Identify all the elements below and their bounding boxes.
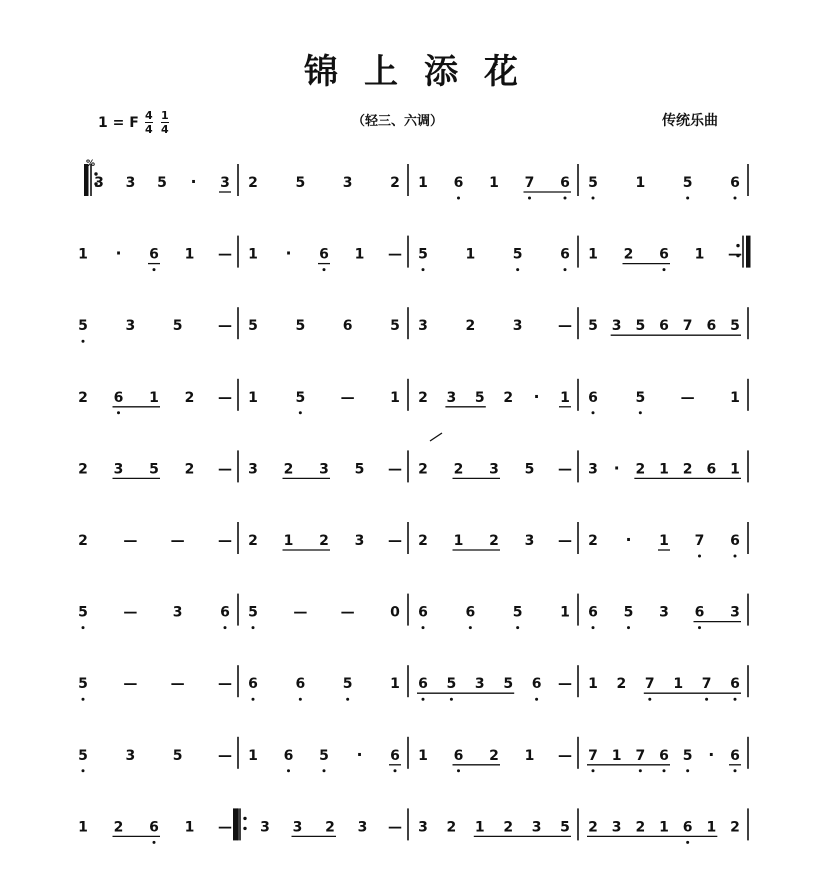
note: 2 [635, 461, 646, 478]
note: 1 [78, 819, 88, 836]
note: 3 [611, 318, 622, 335]
note: 1 [730, 461, 740, 478]
augmentation-dot: · [708, 744, 715, 764]
low-octave-dot [698, 555, 701, 558]
extension-dash: — [388, 461, 402, 478]
low-octave-dot [516, 626, 519, 629]
note: 3 [260, 819, 270, 836]
repeat-dots [243, 827, 246, 830]
note: 2 [489, 533, 499, 549]
low-octave-dot [564, 197, 567, 200]
low-octave-dot [516, 268, 519, 271]
low-octave-dot [422, 626, 425, 629]
extension-dash: — [558, 533, 572, 549]
note: 3 [172, 604, 183, 621]
repeat-start-bar [233, 808, 238, 840]
low-octave-dot [564, 268, 567, 271]
low-octave-dot [450, 698, 453, 701]
note: 2 [503, 819, 514, 836]
extension-dash: — [123, 533, 138, 549]
note: 7 [644, 676, 655, 693]
extension-dash: — [218, 747, 232, 764]
note: 2 [503, 389, 514, 406]
note: 5 [446, 676, 457, 693]
note: 3 [474, 676, 485, 693]
low-octave-dot [686, 769, 689, 772]
low-octave-dot [224, 626, 227, 629]
low-octave-dot [648, 698, 651, 701]
note: 2 [446, 819, 457, 836]
note: 5 [295, 318, 306, 335]
low-octave-dot [686, 197, 689, 200]
note: 1 [465, 246, 476, 263]
note: 7 [694, 533, 705, 549]
low-octave-dot [153, 268, 156, 271]
fermata-mark: % [86, 159, 96, 169]
note: 2 [184, 389, 195, 406]
note: 1 [524, 747, 535, 764]
low-octave-dot [592, 769, 595, 772]
augmentation-dot: · [356, 744, 363, 764]
note: 2 [248, 533, 258, 549]
note: 1 [588, 676, 598, 693]
note: 5 [248, 318, 258, 335]
note: 6 [531, 676, 542, 693]
note: 6 [694, 604, 705, 621]
note: 1 [588, 246, 598, 263]
note: 1 [730, 389, 740, 406]
low-octave-dot [734, 197, 737, 200]
extension-dash: — [218, 819, 232, 836]
note: 3 [248, 461, 258, 478]
extension-dash: — [680, 389, 695, 406]
low-octave-dot [153, 841, 156, 844]
note: 1 [453, 533, 464, 549]
extension-dash: — [558, 318, 572, 335]
low-octave-dot [457, 769, 460, 772]
note: 5 [172, 747, 183, 764]
note: 6 [418, 604, 428, 621]
low-octave-dot [252, 698, 255, 701]
low-octave-dot [592, 197, 595, 200]
note: 2 [465, 318, 476, 335]
note: 2 [78, 461, 88, 478]
note: 2 [730, 819, 740, 836]
low-octave-dot [323, 769, 326, 772]
extension-dash: — [293, 604, 308, 621]
extension-dash: — [340, 389, 355, 406]
note: 3 [125, 175, 136, 191]
note: 3 [342, 175, 353, 191]
extension-dash: — [218, 461, 232, 478]
composer-credit: 传统乐曲 [662, 113, 718, 129]
note: 6 [730, 175, 740, 191]
note: 2 [78, 389, 88, 406]
score-title: 锦上添花 [304, 52, 544, 92]
augmentation-dot: · [533, 386, 540, 406]
low-octave-dot [422, 698, 425, 701]
note: 6 [730, 747, 740, 764]
note: 2 [623, 246, 634, 263]
note: 1 [706, 819, 717, 836]
note: 1 [673, 676, 684, 693]
augmentation-dot: · [115, 243, 122, 263]
time-signature-1: $\frac{4}{4}$ [144, 109, 153, 136]
augmentation-dot: · [190, 172, 197, 191]
low-octave-dot [627, 626, 630, 629]
note: 5 [78, 676, 88, 693]
note: 5 [418, 246, 428, 263]
low-octave-dot [252, 626, 255, 629]
low-octave-dot [323, 268, 326, 271]
note: 1 [248, 246, 258, 263]
note: 2 [588, 819, 598, 836]
extension-dash: — [218, 676, 232, 693]
note: 2 [489, 747, 499, 764]
extension-dash: — [218, 318, 232, 335]
extension-dash: — [123, 604, 138, 621]
low-octave-dot [592, 411, 595, 414]
low-octave-dot [82, 340, 85, 343]
note: 1 [560, 389, 570, 406]
note: 6 [588, 389, 598, 406]
note: 5 [635, 318, 646, 335]
low-octave-dot [705, 698, 708, 701]
note: 5 [172, 318, 183, 335]
extension-dash: — [728, 246, 742, 263]
low-octave-dot [299, 698, 302, 701]
note: 1 [184, 246, 195, 263]
note: 2 [418, 533, 428, 549]
note: 1 [418, 175, 428, 191]
low-octave-dot [422, 268, 425, 271]
note: 3 [659, 604, 669, 621]
note: 2 [283, 461, 294, 478]
extension-dash: — [388, 246, 402, 263]
note: 1 [659, 819, 669, 836]
note: 7 [588, 747, 598, 764]
note: 2 [248, 175, 258, 191]
note: 2 [453, 461, 464, 478]
note: 5 [474, 389, 485, 406]
note: 2 [418, 461, 428, 478]
note: 3 [531, 819, 542, 836]
note: 1 [248, 389, 258, 406]
note: 5 [354, 461, 365, 478]
extension-dash: — [218, 389, 232, 406]
breath-mark [430, 433, 442, 441]
extension-dash: — [170, 676, 185, 693]
extension-dash: — [558, 676, 572, 693]
note: 6 [465, 604, 476, 621]
note: 2 [616, 676, 627, 693]
note: 5 [524, 461, 535, 478]
extension-dash: — [558, 461, 572, 478]
note: 3 [611, 819, 622, 836]
note: 3 [292, 819, 303, 836]
note: 5 [588, 175, 598, 191]
note: 1 [560, 604, 570, 621]
note: 5 [295, 389, 306, 406]
repeat-dots [243, 817, 246, 820]
note: 5 [682, 747, 693, 764]
note: 5 [157, 175, 167, 191]
note: 5 [512, 246, 523, 263]
low-octave-dot [346, 698, 349, 701]
note: 5 [730, 318, 740, 335]
low-octave-dot [734, 555, 737, 558]
note: 5 [248, 604, 258, 621]
note: 6 [342, 318, 353, 335]
note: 2 [78, 533, 88, 549]
note: 6 [659, 318, 669, 335]
note: 3 [354, 533, 365, 549]
low-octave-dot [457, 197, 460, 200]
note: 2 [319, 533, 329, 549]
low-octave-dot [734, 769, 737, 772]
note: 3 [418, 819, 428, 836]
time-signature-2: $\frac{1}{4}$ [160, 109, 169, 136]
note: 5 [588, 318, 598, 335]
note: 2 [390, 175, 400, 191]
note: 3 [94, 175, 104, 191]
note: 3 [125, 747, 136, 764]
note: 6 [319, 246, 329, 263]
note: 6 [418, 676, 428, 693]
note: 7 [635, 747, 646, 764]
note: 6 [588, 604, 598, 621]
note: 6 [706, 461, 717, 478]
low-octave-dot [535, 698, 538, 701]
note: 2 [325, 819, 335, 836]
extension-dash: — [218, 533, 232, 549]
note: 3 [357, 819, 368, 836]
low-octave-dot [639, 411, 642, 414]
note: 6 [390, 747, 400, 764]
extension-dash: — [170, 533, 185, 549]
note: 3 [730, 604, 740, 621]
note: 6 [560, 246, 570, 263]
key-text: 1 = F [98, 114, 139, 131]
note: 1 [390, 389, 400, 406]
note: 6 [706, 318, 717, 335]
low-octave-dot [299, 411, 302, 414]
note: 5 [295, 175, 306, 191]
low-octave-dot [663, 268, 666, 271]
note: 1 [474, 819, 485, 836]
note: 1 [694, 246, 705, 263]
low-octave-dot [394, 769, 397, 772]
note: 5 [319, 747, 329, 764]
low-octave-dot [469, 626, 472, 629]
note: 3 [512, 318, 523, 335]
note: 6 [453, 747, 464, 764]
low-octave-dot [287, 769, 290, 772]
note: 5 [560, 819, 570, 836]
extension-dash: — [388, 533, 402, 549]
note: 6 [730, 533, 740, 549]
extension-dash: — [218, 246, 232, 263]
note: 1 [283, 533, 294, 549]
note: 5 [78, 747, 88, 764]
repeat-end-bar [746, 236, 751, 268]
note: 6 [283, 747, 294, 764]
augmentation-dot: · [613, 458, 620, 478]
note: 2 [113, 819, 124, 836]
note: 1 [659, 533, 669, 549]
mode-subtitle: （轻三、六调） [352, 114, 444, 129]
note: 7 [682, 318, 693, 335]
low-octave-dot [82, 769, 85, 772]
note: 3 [446, 389, 457, 406]
note: 5 [503, 676, 514, 693]
low-octave-dot [117, 411, 120, 414]
note: 1 [659, 461, 669, 478]
note: 3 [113, 461, 124, 478]
note: 1 [390, 676, 400, 693]
extension-dash: — [123, 676, 138, 693]
note: 3 [125, 318, 136, 335]
note: 7 [701, 676, 712, 693]
note: 1 [78, 246, 88, 263]
note: 0 [390, 604, 400, 621]
note: 2 [682, 461, 693, 478]
low-octave-dot [592, 626, 595, 629]
low-octave-dot [82, 698, 85, 701]
note: 5 [682, 175, 693, 191]
augmentation-dot: · [625, 530, 632, 549]
note: 6 [453, 175, 464, 191]
note: 6 [560, 175, 570, 191]
note: 7 [524, 175, 535, 191]
note: 1 [418, 747, 428, 764]
low-octave-dot [698, 626, 701, 629]
note: 6 [730, 676, 740, 693]
low-octave-dot [639, 769, 642, 772]
note: 1 [635, 175, 646, 191]
extension-dash: — [558, 747, 572, 764]
note: 2 [184, 461, 195, 478]
note: 6 [220, 604, 230, 621]
note: 6 [149, 246, 159, 263]
note: 3 [588, 461, 598, 478]
augmentation-dot: · [285, 243, 292, 263]
note: 5 [635, 389, 646, 406]
note: 6 [659, 246, 669, 263]
note: 3 [524, 533, 535, 549]
note: 5 [623, 604, 634, 621]
note: 2 [635, 819, 646, 836]
note: 3 [319, 461, 329, 478]
extension-dash: — [388, 819, 402, 836]
note: 1 [184, 819, 195, 836]
note: 3 [489, 461, 499, 478]
note: 3 [220, 175, 230, 191]
note: 1 [354, 246, 365, 263]
note: 6 [149, 819, 159, 836]
note: 1 [611, 747, 622, 764]
note: 6 [659, 747, 669, 764]
note: 5 [512, 604, 523, 621]
note: 1 [248, 747, 258, 764]
note: 6 [682, 819, 693, 836]
note: 5 [78, 604, 88, 621]
note: 5 [390, 318, 400, 335]
low-octave-dot [734, 698, 737, 701]
note: 5 [149, 461, 159, 478]
note: 5 [78, 318, 88, 335]
low-octave-dot [528, 197, 531, 200]
low-octave-dot [82, 626, 85, 629]
low-octave-dot [686, 841, 689, 844]
note: 2 [588, 533, 598, 549]
note: 6 [295, 676, 306, 693]
note: 2 [418, 389, 428, 406]
note: 1 [149, 389, 159, 406]
extension-dash: — [340, 604, 355, 621]
low-octave-dot [663, 769, 666, 772]
note: 6 [248, 676, 258, 693]
note: 5 [342, 676, 353, 693]
note: 1 [489, 175, 499, 191]
note: 6 [113, 389, 124, 406]
note: 3 [418, 318, 428, 335]
